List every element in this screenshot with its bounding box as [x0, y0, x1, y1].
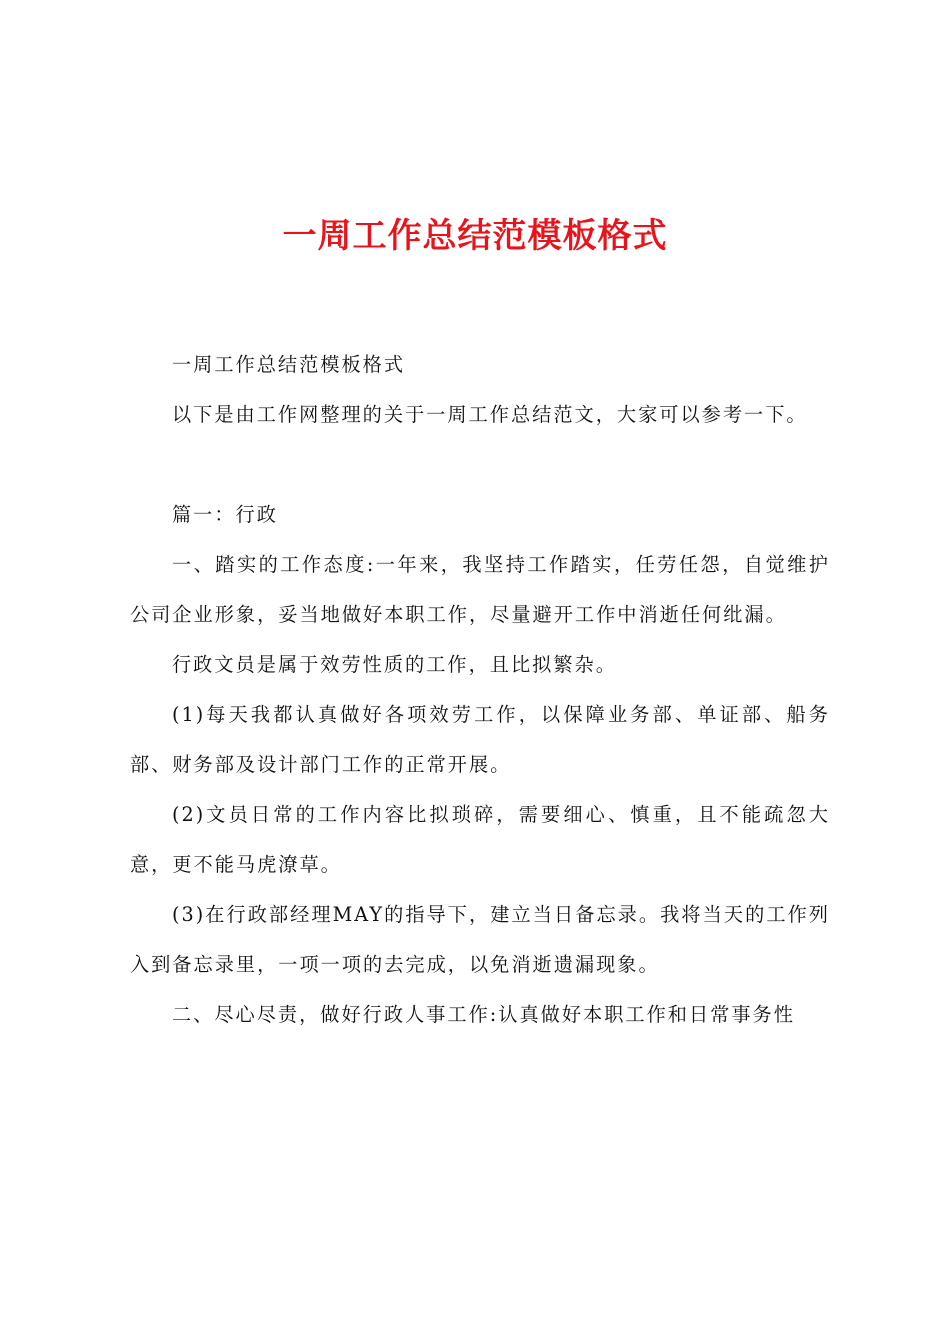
paragraph-section-heading: 篇一：行政 — [172, 503, 278, 526]
paragraph-hr-duties: 二、尽心尽责，做好行政人事工作:认真做好本职工作和日常事务性 — [172, 1003, 795, 1026]
paragraph-subtitle: 一周工作总结范模板格式 — [172, 353, 406, 376]
paragraph-item-3: (3)在行政部经理MAY的指导下，建立当日备忘录。我将当天的工作列入到备忘录里，一项一项的去完成，以免消逝遗漏现象。 — [130, 903, 830, 976]
paragraph-work-attitude: 一、踏实的工作态度:一年来，我坚持工作踏实，任劳任怨，自觉维护公司企业形象，妥当地做好本职工作，尽量避开工作中消逝任何纰漏。 — [130, 553, 830, 626]
document-body — [130, 340, 830, 1040]
paragraph-intro: 以下是由工作网整理的关于一周工作总结范文，大家可以参考一下。 — [172, 403, 808, 426]
paragraph-item-1: (1)每天我都认真做好各项效劳工作，以保障业务部、单证部、船务部、财务部及设计部门工作的正常开展。 — [130, 703, 830, 776]
paragraph-admin-clerk: 行政文员是属于效劳性质的工作，且比拟繁杂。 — [172, 653, 617, 676]
blank-line — [130, 440, 830, 490]
document-title: 一周工作总结范模板格式 — [282, 216, 668, 256]
paragraph-item-2: (2)文员日常的工作内容比拟琐碎，需要细心、慎重，且不能疏忽大意，更不能马虎潦草。 — [130, 803, 830, 876]
